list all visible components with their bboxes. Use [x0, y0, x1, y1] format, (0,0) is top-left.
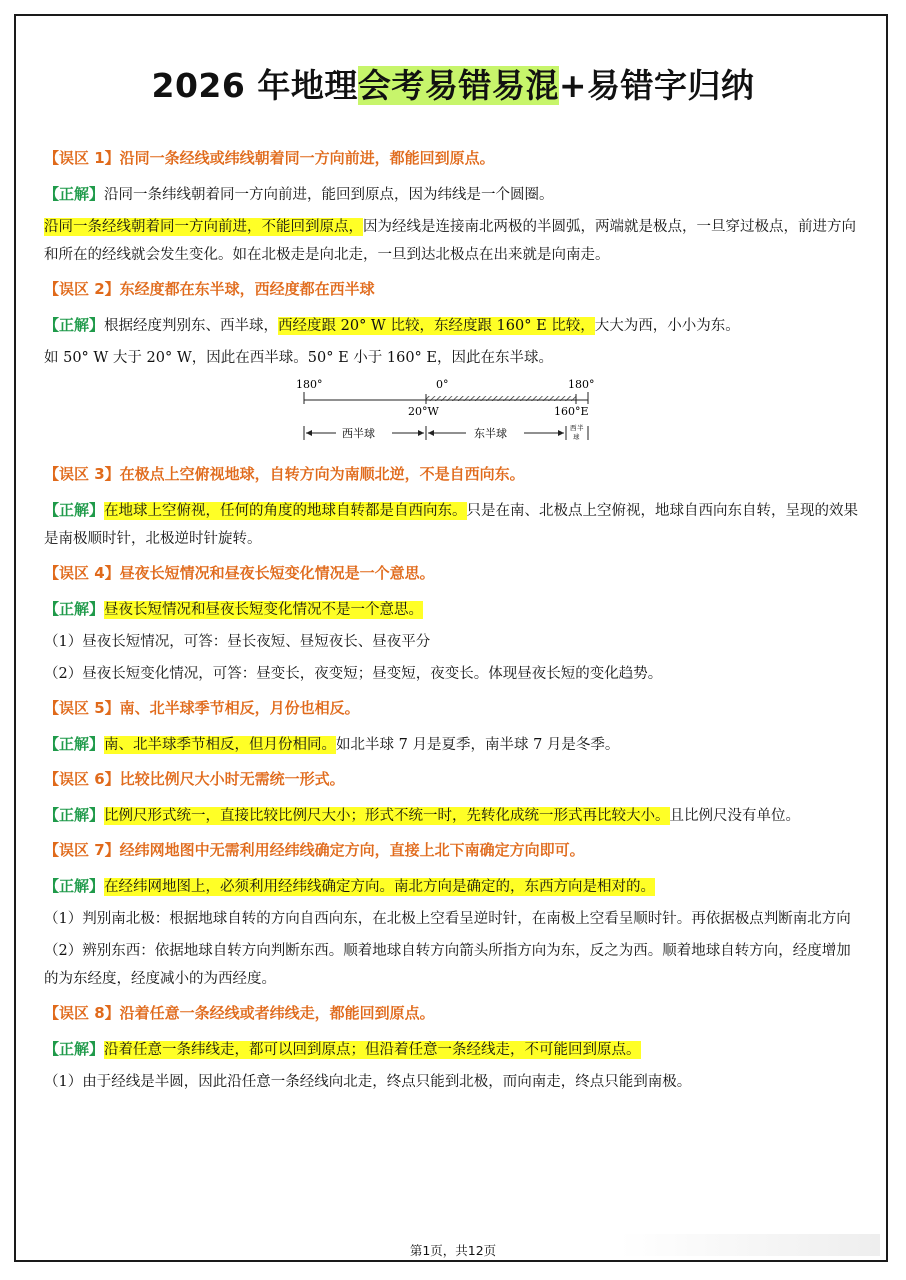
label-160e: 160°E	[554, 405, 589, 418]
fix-4: 【正解】昼夜长短情况和昼夜长短变化情况不是一个意思。	[44, 600, 424, 618]
myth-5-heading: 【误区 5】南、北半球季节相反，月份也相反。	[44, 699, 360, 717]
hemisphere-diagram	[44, 376, 864, 454]
label-0: 0°	[436, 378, 449, 391]
fix-7-item-2: （2）辨别东西：依据地球自转方向判断东西。顺着地球自转方向箭头所指方向为东，反之为西。顺着地球自转方向，经度增加的为东经度，经度减小的为西经度。	[44, 943, 851, 987]
myth-7-heading: 【误区 7】经纬网地图中无需利用经纬线确定方向，直接上北下南确定方向即可。	[44, 841, 585, 859]
label-east: 东半球	[474, 427, 507, 440]
fix-7: 【正解】在经纬网地图上，必须利用经纬线确定方向。南北方向是确定的，东西方向是相对的。	[44, 877, 656, 895]
fix-2-example: 如 50° W 大于 20° W，因此在西半球。50° E 小于 160° E，因此在东半球。	[44, 350, 553, 366]
label-180-left: 180°	[296, 378, 323, 391]
fix-5: 【正解】南、北半球季节相反，但月份相同。如北半球 7 月是夏季，南半球 7 月是冬季。	[44, 735, 620, 753]
hemisphere-diagram-svg	[296, 376, 616, 454]
fix-4-item-1: （1）昼夜长短情况，可答：昼长夜短、昼短夜长、昼夜平分	[44, 634, 431, 650]
myth-3-heading: 【误区 3】在极点上空俯视地球，自转方向为南顺北逆，不是自西向东。	[44, 465, 525, 483]
fix-6: 【正解】比例尺形式统一，直接比较比例尺大小；形式不统一时，先转化成统一形式再比较大小。且比例尺没有单位。	[44, 806, 801, 824]
label-west: 西半球	[342, 427, 375, 440]
label-west-small-2: 半	[577, 424, 584, 432]
hatched-segment	[426, 396, 576, 401]
myth-2-heading: 【误区 2】东经度都在东半球，西经度都在西半球	[44, 280, 375, 298]
myth-8-heading: 【误区 8】沿着任意一条经线或者纬线走，都能回到原点。	[44, 1004, 435, 1022]
label-180-right: 180°	[568, 378, 595, 391]
fix-7-item-1: （1）判别南北极：根据地球自转的方向自西向东，在北极上空看呈逆时针，在南极上空看呈顺时针。再依据极点判断南北方向	[44, 911, 851, 927]
label-20w: 20°W	[408, 405, 439, 418]
fix-4-item-2: （2）昼夜长短变化情况，可答：昼变长，夜变短；昼变短，夜变长。体现昼夜长短的变化趋势。	[44, 666, 663, 682]
myth-6-heading: 【误区 6】比较比例尺大小时无需统一形式。	[44, 770, 345, 788]
fix-1-detail: 沿同一条经线朝着同一方向前进，不能回到原点，因为经线是连接南北两极的半圆弧，两端就是极点，一旦穿过极点，前进方向和所在的经线就会发生变化。如在北极走是向北走，一旦到达北极点在出来就是向南走。	[44, 219, 856, 263]
page-title: 2026 年地理会考易错易混+易错字归纳	[151, 66, 755, 105]
page-footer: 第1页，共12页	[409, 1243, 497, 1258]
title-highlight: 会考易错易混	[357, 66, 559, 105]
label-west-small-3: 球	[573, 433, 580, 441]
fix-8-item-1: （1）由于经线是半圆，因此沿任意一条经线向北走，终点只能到北极，而向南走，终点只能到南极。	[44, 1074, 692, 1090]
label-west-small-1: 西	[570, 424, 577, 432]
fix-8: 【正解】沿着任意一条纬线走，都可以回到原点；但沿着任意一条经线走，不可能回到原点。	[44, 1040, 641, 1058]
myth-1-heading: 【误区 1】沿同一条经线或纬线朝着同一方向前进，都能回到原点。	[44, 149, 495, 167]
fix-1: 【正解】沿同一条纬线朝着同一方向前进，能回到原点，因为纬线是一个圆圈。	[44, 185, 554, 203]
fix-2: 【正解】根据经度判别东、西半球，西经度跟 20° W 比较，东经度跟 160° E 比较，大大为西，小小为东。	[44, 316, 740, 334]
content	[44, 138, 864, 1100]
fix-3: 【正解】在地球上空俯视，任何的角度的地球自转都是自西向东。只是在南、北极点上空俯视，地球自西向东自转，呈现的效果是南极顺时针，北极逆时针旋转。	[44, 501, 859, 547]
myth-4-heading: 【误区 4】昼夜长短情况和昼夜长短变化情况是一个意思。	[44, 564, 435, 582]
